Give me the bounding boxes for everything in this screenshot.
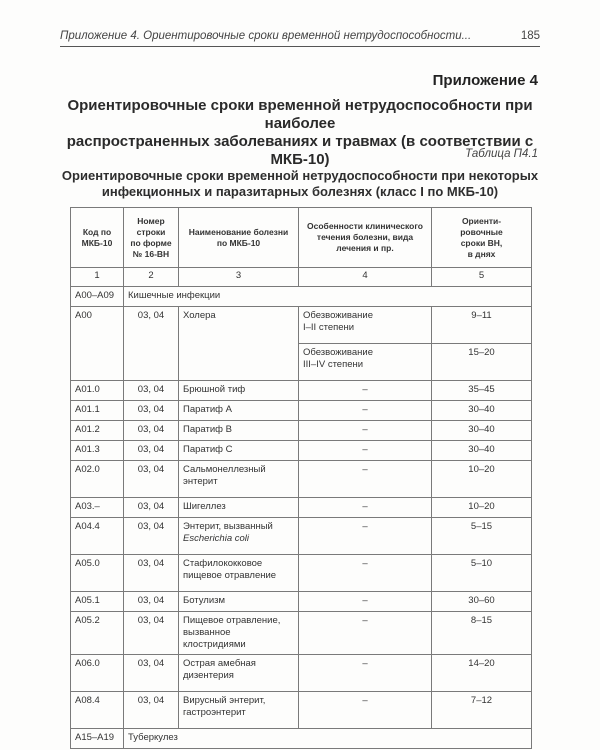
group-code: A00–A09 bbox=[71, 287, 124, 307]
duration-cell: 30–40 bbox=[432, 441, 532, 461]
text-line: Сальмонеллезный bbox=[183, 464, 266, 475]
duration-cell: 10–20 bbox=[432, 461, 532, 498]
table-row bbox=[71, 421, 532, 441]
feature-cell: – bbox=[299, 498, 432, 518]
text-line: ровочные bbox=[460, 226, 503, 237]
text-line: вызванное клостридиями bbox=[183, 627, 246, 650]
disease-name-cell: Паратиф C bbox=[179, 441, 299, 461]
running-head bbox=[60, 30, 540, 47]
duration-cell: 8–15 bbox=[432, 612, 532, 655]
text-line: МКБ-10 bbox=[81, 237, 113, 248]
text-line: лечения и пр. bbox=[336, 243, 394, 253]
form-line-cell: 03, 04 bbox=[124, 692, 179, 729]
form-line-cell: 03, 04 bbox=[124, 381, 179, 401]
text-line: пищевое отравление bbox=[183, 570, 277, 581]
column-header-duration bbox=[432, 208, 532, 268]
text-line: Номер bbox=[137, 215, 165, 226]
duration-cell: 14–20 bbox=[432, 655, 532, 692]
text-line: III–IV степени bbox=[303, 359, 364, 370]
text-line: дизентерия bbox=[183, 670, 234, 681]
duration-cell: 9–11 bbox=[432, 307, 532, 344]
feature-cell bbox=[299, 307, 432, 344]
form-line-cell: 03, 04 bbox=[124, 441, 179, 461]
text-line: гастроэнтерит bbox=[183, 707, 246, 718]
text-line: течения болезни, вида bbox=[316, 232, 414, 242]
code-cell: A01.2 bbox=[71, 421, 124, 441]
running-head-title: Приложение 4. Ориентировочные сроки временной нетрудоспособности... bbox=[60, 30, 472, 42]
table-row bbox=[71, 592, 532, 612]
document-title-line: Ориентировочные сроки временной нетрудоспособности при наиболее bbox=[67, 97, 533, 132]
text-line: по МКБ-10 bbox=[216, 237, 261, 248]
table-row bbox=[71, 461, 532, 498]
column-header-code bbox=[71, 208, 124, 268]
table-number: Таблица П4.1 bbox=[465, 148, 538, 160]
group-name: Кишечные инфекции bbox=[124, 287, 532, 307]
column-number: 2 bbox=[124, 268, 179, 287]
text-line: Код по bbox=[82, 226, 112, 237]
form-line-cell: 03, 04 bbox=[124, 612, 179, 655]
duration-cell: 30–60 bbox=[432, 592, 532, 612]
disease-name-cell: Паратиф A bbox=[179, 401, 299, 421]
table-title-line: инфекционных и паразитарных болезнях (класс I по МКБ-10) bbox=[101, 184, 499, 199]
feature-cell: – bbox=[299, 555, 432, 592]
table-row bbox=[71, 655, 532, 692]
duration-cell: 35–45 bbox=[432, 381, 532, 401]
text-line: Обезвоживание bbox=[303, 347, 373, 358]
duration-cell: 10–20 bbox=[432, 498, 532, 518]
text-line: сроки ВН, bbox=[460, 237, 503, 248]
form-line-cell: 03, 04 bbox=[124, 307, 179, 381]
disease-name-cell bbox=[179, 461, 299, 498]
text-line: Ориенти- bbox=[461, 215, 502, 226]
feature-cell bbox=[299, 344, 432, 381]
feature-cell: – bbox=[299, 692, 432, 729]
text-line: Пищевое отравление, bbox=[183, 615, 281, 626]
feature-cell: – bbox=[299, 612, 432, 655]
disease-name-cell: Ботулизм bbox=[179, 592, 299, 612]
code-cell: A00 bbox=[71, 307, 124, 381]
table-row bbox=[71, 518, 532, 555]
form-line-cell: 03, 04 bbox=[124, 592, 179, 612]
code-cell: A01.1 bbox=[71, 401, 124, 421]
duration-cell: 30–40 bbox=[432, 401, 532, 421]
code-cell: A06.0 bbox=[71, 655, 124, 692]
text-line: Наименование болезни bbox=[188, 226, 289, 237]
disease-name-cell bbox=[179, 612, 299, 655]
table-row bbox=[71, 441, 532, 461]
feature-cell: – bbox=[299, 655, 432, 692]
column-number: 5 bbox=[432, 268, 532, 287]
table-row bbox=[71, 692, 532, 729]
form-line-cell: 03, 04 bbox=[124, 401, 179, 421]
column-number: 4 bbox=[299, 268, 432, 287]
text-line: Escherichia coli bbox=[183, 533, 249, 544]
table-row bbox=[71, 401, 532, 421]
text-line: Обезвоживание bbox=[303, 310, 373, 321]
form-line-cell: 03, 04 bbox=[124, 461, 179, 498]
text-line: в днях bbox=[467, 248, 496, 259]
feature-cell: – bbox=[299, 461, 432, 498]
form-line-cell: 03, 04 bbox=[124, 655, 179, 692]
form-line-cell: 03, 04 bbox=[124, 498, 179, 518]
column-header-form-line bbox=[124, 208, 179, 268]
disease-name-cell: Холера bbox=[179, 307, 299, 381]
text-line: Стафилококковое bbox=[183, 558, 263, 569]
feature-cell: – bbox=[299, 441, 432, 461]
disease-name-cell: Паратиф B bbox=[179, 421, 299, 441]
duration-cell: 5–10 bbox=[432, 555, 532, 592]
text-line: Острая амебная bbox=[183, 658, 256, 669]
disease-name-cell bbox=[179, 555, 299, 592]
disease-name-cell bbox=[179, 518, 299, 555]
table-header-row bbox=[71, 208, 532, 268]
text-line: Вирусный энтерит, bbox=[183, 695, 266, 706]
group-row bbox=[71, 729, 532, 749]
feature-cell: – bbox=[299, 421, 432, 441]
disease-name-cell: Шигеллез bbox=[179, 498, 299, 518]
appendix-label: Приложение 4 bbox=[432, 72, 538, 89]
disease-name-cell: Брюшной тиф bbox=[179, 381, 299, 401]
text-line: энтерит bbox=[183, 476, 218, 487]
group-code: A15–A19 bbox=[71, 729, 124, 749]
column-header-disease-name bbox=[179, 208, 299, 268]
code-cell: A03.– bbox=[71, 498, 124, 518]
feature-cell: – bbox=[299, 518, 432, 555]
column-number-row bbox=[71, 268, 532, 287]
group-row bbox=[71, 287, 532, 307]
disease-name-cell bbox=[179, 692, 299, 729]
code-cell: A05.1 bbox=[71, 592, 124, 612]
document-title-line: распространенных заболеваниях и травмах (в соответствии с МКБ-10) bbox=[66, 133, 534, 168]
table-row bbox=[71, 307, 532, 344]
table-row bbox=[71, 381, 532, 401]
text-line: Энтерит, вызванный bbox=[183, 521, 273, 532]
duration-cell: 15–20 bbox=[432, 344, 532, 381]
text-line: I–II степени bbox=[303, 322, 355, 333]
code-cell: A08.4 bbox=[71, 692, 124, 729]
table-title-line: Ориентировочные сроки временной нетрудоспособности при некоторых bbox=[61, 168, 539, 183]
text-line: № 16-ВН bbox=[132, 248, 170, 259]
table-row bbox=[71, 498, 532, 518]
table-title bbox=[60, 168, 540, 200]
duration-cell: 30–40 bbox=[432, 421, 532, 441]
code-cell: A02.0 bbox=[71, 461, 124, 498]
sick-leave-table bbox=[70, 207, 532, 749]
feature-cell: – bbox=[299, 592, 432, 612]
form-line-cell: 03, 04 bbox=[124, 421, 179, 441]
text-line: строки bbox=[136, 226, 166, 237]
feature-cell: – bbox=[299, 401, 432, 421]
column-number: 3 bbox=[179, 268, 299, 287]
disease-name-cell bbox=[179, 655, 299, 692]
code-cell: A01.0 bbox=[71, 381, 124, 401]
code-cell: A05.2 bbox=[71, 612, 124, 655]
code-cell: A05.0 bbox=[71, 555, 124, 592]
table-row bbox=[71, 555, 532, 592]
group-name: Туберкулез bbox=[124, 729, 532, 749]
feature-cell: – bbox=[299, 381, 432, 401]
table-row bbox=[71, 612, 532, 655]
column-number: 1 bbox=[71, 268, 124, 287]
form-line-cell: 03, 04 bbox=[124, 518, 179, 555]
text-line: Особенности клинического bbox=[307, 221, 423, 231]
code-cell: A01.3 bbox=[71, 441, 124, 461]
form-line-cell: 03, 04 bbox=[124, 555, 179, 592]
text-line: по форме bbox=[130, 237, 172, 248]
page-number: 185 bbox=[520, 30, 540, 42]
code-cell: A04.4 bbox=[71, 518, 124, 555]
column-header-features bbox=[299, 208, 432, 268]
duration-cell: 7–12 bbox=[432, 692, 532, 729]
duration-cell: 5–15 bbox=[432, 518, 532, 555]
